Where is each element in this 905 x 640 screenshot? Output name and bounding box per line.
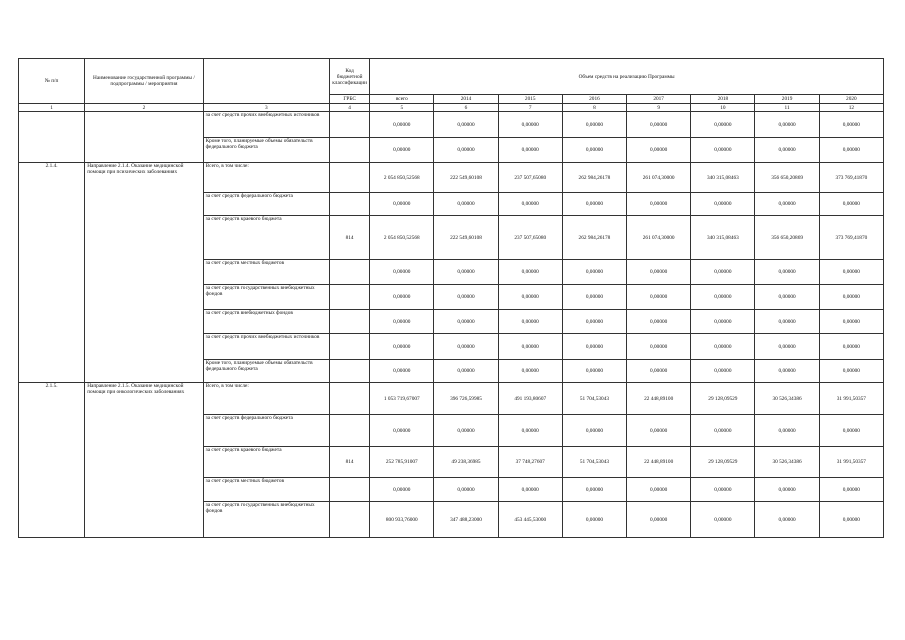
value-year: 0,00000 <box>562 334 626 360</box>
value-year: 0,00000 <box>562 415 626 447</box>
header-year: 2018 <box>691 95 755 104</box>
value-year: 0,00000 <box>691 285 755 310</box>
value-year: 0,00000 <box>562 112 626 138</box>
value-year: 356 650,20869 <box>755 163 819 193</box>
funding-source: за счет средств прочих внебюджетных источников <box>203 112 329 138</box>
value-year: 0,00000 <box>691 360 755 383</box>
value-total: 0,00000 <box>370 138 434 163</box>
value-year: 0,00000 <box>627 360 691 383</box>
funding-source: за счет средств местных бюджетов <box>203 478 329 502</box>
value-year: 0,00000 <box>498 478 562 502</box>
value-year: 0,00000 <box>691 260 755 285</box>
value-year: 0,00000 <box>819 285 883 310</box>
value-total: 252 785,91007 <box>370 447 434 478</box>
value-year: 0,00000 <box>434 310 498 334</box>
value-year: 340 315,08463 <box>691 163 755 193</box>
value-year: 0,00000 <box>498 310 562 334</box>
funding-source: за счет средств федерального бюджета <box>203 415 329 447</box>
value-year: 373 769,41870 <box>819 163 883 193</box>
item-number <box>19 112 85 163</box>
value-year: 31 991,50357 <box>819 447 883 478</box>
value-year: 0,00000 <box>755 310 819 334</box>
grbs-code <box>330 260 370 285</box>
column-number: 9 <box>627 104 691 112</box>
value-total: 0,00000 <box>370 260 434 285</box>
value-year: 0,00000 <box>498 138 562 163</box>
value-year: 0,00000 <box>498 360 562 383</box>
value-year: 0,00000 <box>755 193 819 216</box>
value-year: 0,00000 <box>691 415 755 447</box>
header-year: 2019 <box>755 95 819 104</box>
budget-table-sheet <box>18 58 884 538</box>
funding-source: за счет средств местных бюджетов <box>203 260 329 285</box>
grbs-code <box>330 112 370 138</box>
value-year: 0,00000 <box>562 478 626 502</box>
column-number: 10 <box>691 104 755 112</box>
value-year: 0,00000 <box>627 502 691 538</box>
value-total: 0,00000 <box>370 112 434 138</box>
value-year: 0,00000 <box>627 478 691 502</box>
table-row <box>19 163 884 193</box>
grbs-code <box>330 415 370 447</box>
value-year: 222 549,60108 <box>434 163 498 193</box>
value-year: 0,00000 <box>498 285 562 310</box>
value-year: 0,00000 <box>691 478 755 502</box>
value-year: 30 526,34386 <box>755 383 819 415</box>
value-year: 0,00000 <box>755 260 819 285</box>
value-year: 261 074,30000 <box>627 163 691 193</box>
value-year: 0,00000 <box>755 415 819 447</box>
value-total: 2 054 850,52568 <box>370 163 434 193</box>
column-number: 6 <box>434 104 498 112</box>
value-year: 0,00000 <box>691 193 755 216</box>
value-year: 31 991,50357 <box>819 383 883 415</box>
value-year: 0,00000 <box>627 415 691 447</box>
table-row <box>19 112 884 138</box>
funding-source: за счет средств краевого бюджета <box>203 216 329 260</box>
item-name: Направление 2.1.4. Оказание медицинской помощи при психических заболеваниях <box>85 163 203 383</box>
value-year: 0,00000 <box>434 193 498 216</box>
value-year: 261 074,30000 <box>627 216 691 260</box>
column-number: 8 <box>562 104 626 112</box>
value-total: 0,00000 <box>370 415 434 447</box>
header-year: 2017 <box>627 95 691 104</box>
value-year: 0,00000 <box>755 112 819 138</box>
header-year: 2020 <box>819 95 883 104</box>
value-year: 0,00000 <box>819 415 883 447</box>
value-year: 0,00000 <box>819 112 883 138</box>
value-year: 0,00000 <box>562 360 626 383</box>
value-year: 453 445,53000 <box>498 502 562 538</box>
funding-source: за счет средств государственных внебюджетных фондов <box>203 285 329 310</box>
grbs-code <box>330 163 370 193</box>
value-total: 0,00000 <box>370 310 434 334</box>
value-year: 0,00000 <box>819 478 883 502</box>
value-year: 0,00000 <box>434 415 498 447</box>
value-year: 0,00000 <box>434 112 498 138</box>
value-year: 0,00000 <box>434 260 498 285</box>
header-year: 2014 <box>434 95 498 104</box>
value-total: 0,00000 <box>370 193 434 216</box>
value-year: 0,00000 <box>498 415 562 447</box>
value-year: 0,00000 <box>562 138 626 163</box>
grbs-code <box>330 502 370 538</box>
value-year: 0,00000 <box>627 138 691 163</box>
grbs-code <box>330 334 370 360</box>
value-year: 0,00000 <box>562 193 626 216</box>
value-year: 237 507,65080 <box>498 216 562 260</box>
value-year: 0,00000 <box>755 360 819 383</box>
value-total: 0,00000 <box>370 478 434 502</box>
value-total: 2 054 850,52568 <box>370 216 434 260</box>
value-year: 0,00000 <box>755 334 819 360</box>
value-year: 222 549,60108 <box>434 216 498 260</box>
grbs-code <box>330 360 370 383</box>
grbs-code <box>330 193 370 216</box>
value-year: 30 526,34386 <box>755 447 819 478</box>
header-blank <box>203 59 329 104</box>
value-year: 0,00000 <box>755 502 819 538</box>
value-year: 0,00000 <box>691 502 755 538</box>
value-year: 49 238,36985 <box>434 447 498 478</box>
value-year: 396 726,59985 <box>434 383 498 415</box>
funding-source: за счет средств краевого бюджета <box>203 447 329 478</box>
value-year: 0,00000 <box>691 334 755 360</box>
value-year: 373 769,41870 <box>819 216 883 260</box>
value-year: 0,00000 <box>434 285 498 310</box>
value-year: 237 507,65080 <box>498 163 562 193</box>
value-year: 0,00000 <box>498 193 562 216</box>
value-year: 0,00000 <box>819 334 883 360</box>
value-year: 0,00000 <box>498 334 562 360</box>
value-year: 0,00000 <box>819 310 883 334</box>
value-year: 0,00000 <box>562 285 626 310</box>
header-volume: Объем средств на реализацию Программы <box>370 59 884 95</box>
value-year: 0,00000 <box>627 285 691 310</box>
value-year: 262 984,26178 <box>562 216 626 260</box>
value-year: 0,00000 <box>562 260 626 285</box>
grbs-code <box>330 478 370 502</box>
funding-source: Всего, в том числе: <box>203 163 329 193</box>
column-number: 5 <box>370 104 434 112</box>
value-total: 0,00000 <box>370 360 434 383</box>
value-year: 0,00000 <box>819 138 883 163</box>
value-year: 0,00000 <box>819 260 883 285</box>
value-year: 29 128,09529 <box>691 447 755 478</box>
value-year: 0,00000 <box>819 193 883 216</box>
value-year: 0,00000 <box>498 260 562 285</box>
value-total: 800 933,76000 <box>370 502 434 538</box>
value-year: 0,00000 <box>627 260 691 285</box>
header-name: Наименование государственной программы / подпрограммы / мероприятия <box>85 59 203 104</box>
value-year: 51 704,53043 <box>562 447 626 478</box>
value-total: 1 053 719,67007 <box>370 383 434 415</box>
header-year: 2016 <box>562 95 626 104</box>
value-year: 491 193,80607 <box>498 383 562 415</box>
funding-source: Кроме того, планируемые объемы обязательств федерального бюджета <box>203 360 329 383</box>
funding-source: за счет средств внебюджетных фондов <box>203 310 329 334</box>
funding-source: за счет средств прочих внебюджетных источников <box>203 334 329 360</box>
value-year: 0,00000 <box>627 193 691 216</box>
item-name: Направление 2.1.5. Оказание медицинской помощи при онкологических заболеваниях <box>85 383 203 538</box>
value-year: 0,00000 <box>627 112 691 138</box>
value-year: 0,00000 <box>627 334 691 360</box>
value-year: 0,00000 <box>562 502 626 538</box>
table-row <box>19 383 884 415</box>
value-year: 0,00000 <box>819 360 883 383</box>
value-year: 0,00000 <box>755 285 819 310</box>
funding-source: Кроме того, планируемые объемы обязательств федерального бюджета <box>203 138 329 163</box>
funding-source: Всего, в том числе: <box>203 383 329 415</box>
column-number: 2 <box>85 104 203 112</box>
grbs-code: 814 <box>330 216 370 260</box>
column-number: 11 <box>755 104 819 112</box>
value-year: 356 650,20869 <box>755 216 819 260</box>
item-name <box>85 112 203 163</box>
value-year: 29 128,09529 <box>691 383 755 415</box>
funding-source: за счет средств федерального бюджета <box>203 193 329 216</box>
header-number: № п/п <box>19 59 85 104</box>
value-year: 0,00000 <box>562 310 626 334</box>
header-year: 2015 <box>498 95 562 104</box>
grbs-code: 814 <box>330 447 370 478</box>
column-number: 3 <box>203 104 329 112</box>
value-year: 0,00000 <box>627 310 691 334</box>
column-number: 12 <box>819 104 883 112</box>
grbs-code <box>330 383 370 415</box>
value-year: 0,00000 <box>691 138 755 163</box>
column-number: 7 <box>498 104 562 112</box>
funding-source: за счет средств государственных внебюджетных фондов <box>203 502 329 538</box>
value-year: 37 748,27607 <box>498 447 562 478</box>
value-year: 0,00000 <box>434 360 498 383</box>
value-year: 22 448,89100 <box>627 383 691 415</box>
value-year: 347 488,23000 <box>434 502 498 538</box>
column-number-row <box>19 104 884 112</box>
value-year: 0,00000 <box>434 138 498 163</box>
column-number: 4 <box>330 104 370 112</box>
value-total: 0,00000 <box>370 285 434 310</box>
value-year: 0,00000 <box>819 502 883 538</box>
value-year: 22 448,89100 <box>627 447 691 478</box>
item-number: 2.1.4. <box>19 163 85 383</box>
value-year: 0,00000 <box>498 112 562 138</box>
item-number: 2.1.5. <box>19 383 85 538</box>
value-year: 340 315,08463 <box>691 216 755 260</box>
value-year: 0,00000 <box>691 310 755 334</box>
grbs-code <box>330 138 370 163</box>
budget-table <box>18 58 884 538</box>
value-year: 0,00000 <box>434 478 498 502</box>
value-year: 0,00000 <box>434 334 498 360</box>
value-year: 0,00000 <box>755 478 819 502</box>
value-total: 0,00000 <box>370 334 434 360</box>
grbs-code <box>330 310 370 334</box>
header-grbs: ГРБС <box>330 95 370 104</box>
header-budget-code: Код бюджетной классификации <box>330 59 370 95</box>
value-year: 262 984,26178 <box>562 163 626 193</box>
column-number: 1 <box>19 104 85 112</box>
grbs-code <box>330 285 370 310</box>
value-year: 0,00000 <box>691 112 755 138</box>
header-total: всего <box>370 95 434 104</box>
value-year: 51 704,53043 <box>562 383 626 415</box>
value-year: 0,00000 <box>755 138 819 163</box>
